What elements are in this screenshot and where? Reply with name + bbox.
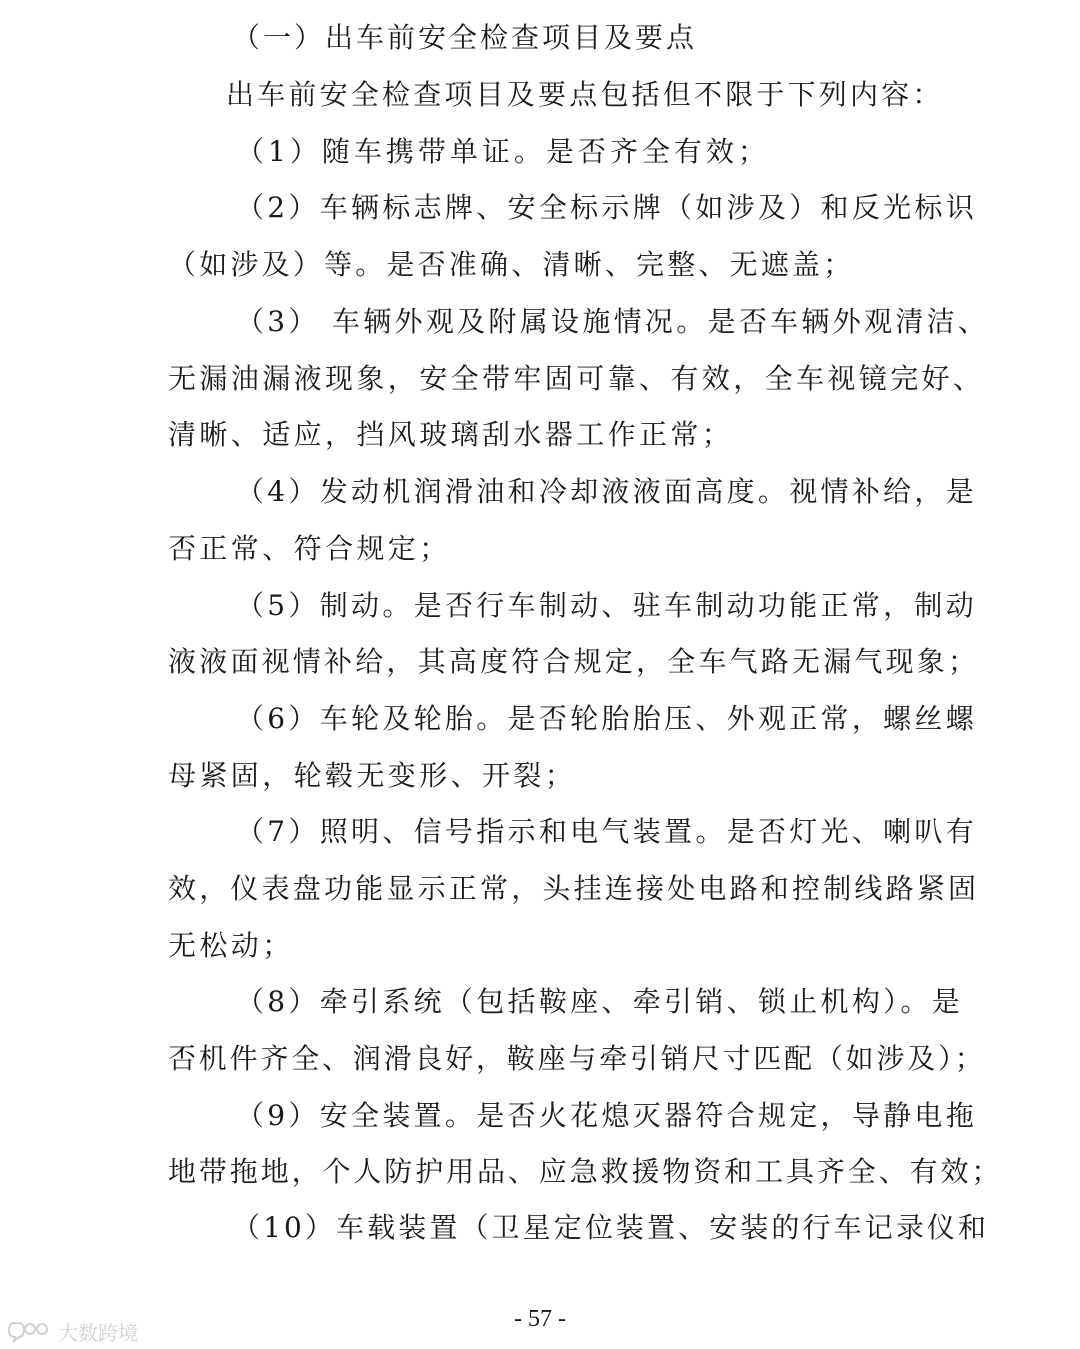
item-4-line-1: （4）发动机润滑油和冷却液液面高度。视情补给，是	[236, 475, 978, 508]
item-7-line-3: 无松动；	[168, 929, 294, 962]
watermark-text: 大数跨境	[58, 1320, 138, 1345]
item-10-line-1: （10）车载装置（卫星定位装置、安装的行车记录仪和	[232, 1211, 990, 1244]
item-2-line-1: （2）车辆标志牌、安全标示牌（如涉及）和反光标识	[236, 191, 978, 224]
item-3-line-1: （3） 车辆外观及附属设施情况。是否车辆外观清洁、	[236, 305, 990, 338]
item-6-line-2: 母紧固，轮毂无变形、开裂；	[168, 759, 577, 792]
page-number: - 57 -	[514, 1306, 566, 1332]
item-3-line-3: 清晰、适应，挡风玻璃刮水器工作正常；	[168, 418, 734, 451]
item-8-line-2: 否机件齐全、润滑良好，鞍座与牵引销尺寸匹配（如涉及）；	[168, 1042, 986, 1075]
chat-bubble-logo-icon	[8, 1319, 54, 1343]
section-heading: （一）出车前安全检查项目及要点	[232, 21, 698, 54]
watermark	[8, 1316, 138, 1346]
item-1-line: （1）随车携带单证。是否齐全有效；	[236, 135, 770, 168]
item-9-line-1: （9）安全装置。是否火花熄灭器符合规定，导静电拖	[236, 1099, 978, 1132]
item-3-line-2: 无漏油漏液现象，安全带牢固可靠、有效，全车视镜完好、	[168, 362, 985, 395]
intro-line: 出车前安全检查项目及要点包括但不限于下列内容：	[226, 78, 944, 111]
item-8-line-1: （8）牵引系统（包括鞍座、牵引销、锁止机构）。是	[236, 985, 964, 1018]
item-2-line-2: （如涉及）等。是否准确、清晰、完整、无遮盖；	[168, 248, 855, 281]
item-6-line-1: （6）车轮及轮胎。是否轮胎胎压、外观正常，螺丝螺	[236, 702, 978, 735]
item-5-line-2: 液液面视情补给，其高度符合规定，全车气路无漏气现象；	[168, 645, 980, 678]
item-9-line-2: 地带拖地，个人防护用品、应急救援物资和工具齐全、有效；	[168, 1155, 1003, 1188]
item-4-line-2: 否正常、符合规定；	[168, 532, 451, 565]
item-7-line-2: 效，仪表盘功能显示正常，头挂连接处电路和控制线路紧固	[168, 872, 980, 905]
item-5-line-1: （5）制动。是否行车制动、驻车制动功能正常，制动	[236, 589, 978, 622]
item-7-line-1: （7）照明、信号指示和电气装置。是否灯光、喇叭有	[236, 815, 978, 848]
